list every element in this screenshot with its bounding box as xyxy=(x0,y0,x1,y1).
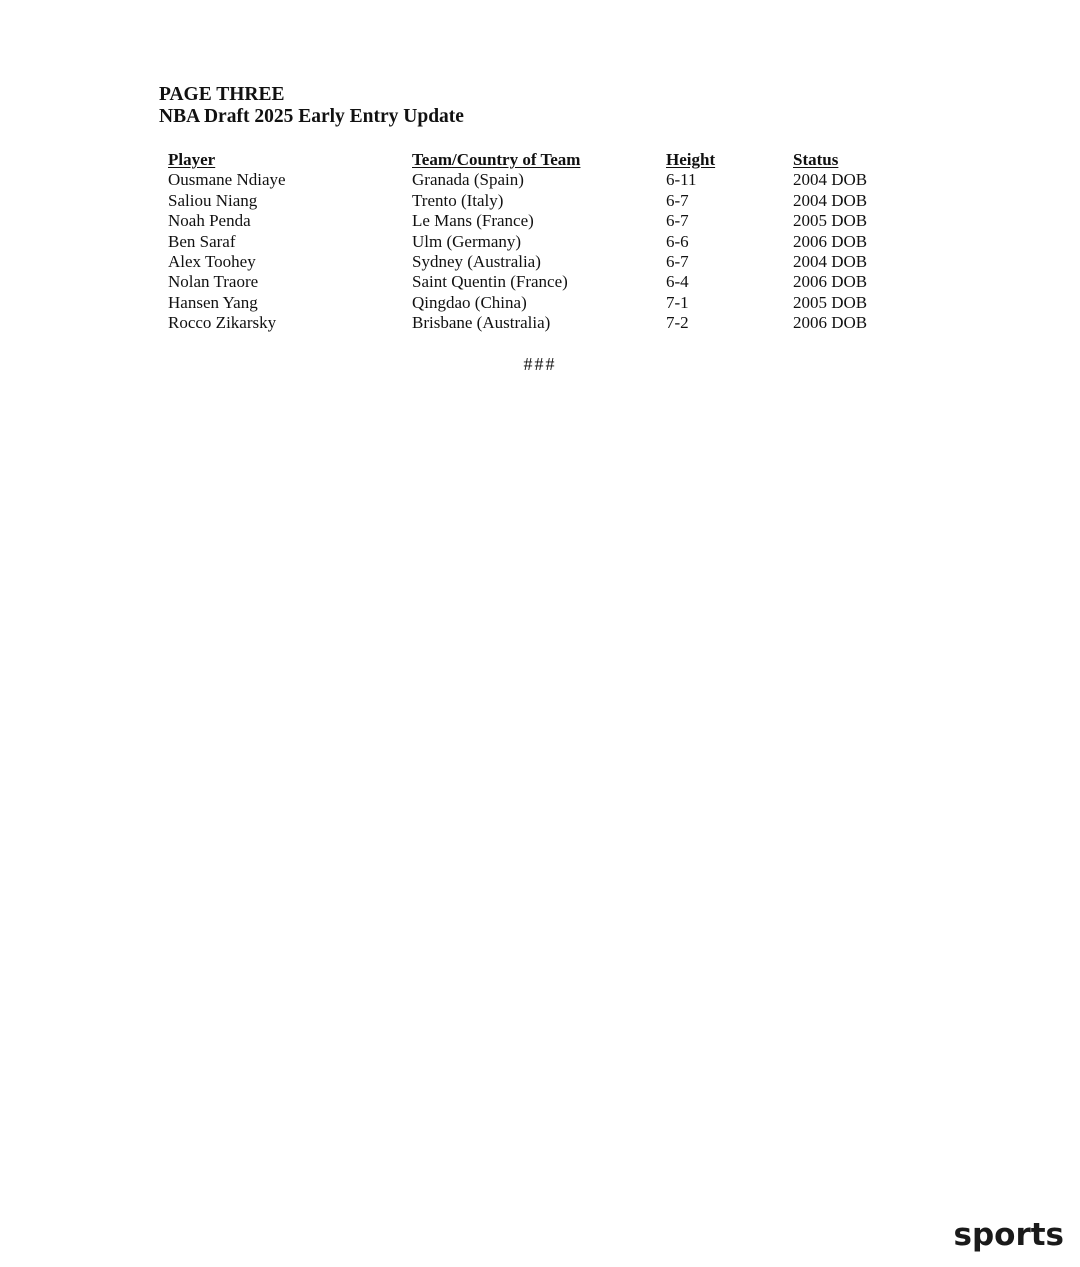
page-header xyxy=(159,84,464,128)
end-of-document-mark: ### xyxy=(523,354,557,374)
page-title: NBA Draft 2025 Early Entry Update xyxy=(159,106,464,127)
player-status: 2006 DOB xyxy=(793,313,868,333)
page-label: PAGE THREE xyxy=(159,84,285,105)
player-name: Rocco Zikarsky xyxy=(168,313,277,333)
player-height: 7-2 xyxy=(666,313,689,333)
player-height: 6-4 xyxy=(666,272,689,292)
column-header-height: Height xyxy=(666,150,716,169)
sports-watermark: sports xyxy=(953,1217,1064,1253)
player-team: Qingdao (China) xyxy=(412,292,527,312)
player-team: Granada (Spain) xyxy=(412,170,524,190)
column-header-player: Player xyxy=(168,150,216,169)
player-status: 2005 DOB xyxy=(793,211,868,231)
player-status: 2006 DOB xyxy=(793,231,868,251)
column-header-status: Status xyxy=(793,150,839,169)
player-team: Sydney (Australia) xyxy=(412,251,541,271)
player-height: 6-7 xyxy=(666,211,689,231)
player-name: Alex Toohey xyxy=(168,251,256,271)
player-status: 2004 DOB xyxy=(793,190,868,210)
player-name: Ben Saraf xyxy=(168,231,236,251)
player-status: 2004 DOB xyxy=(793,170,868,190)
player-height: 6-11 xyxy=(666,170,697,190)
player-height: 7-1 xyxy=(666,292,689,312)
player-height: 6-7 xyxy=(666,251,689,271)
player-height: 6-6 xyxy=(666,231,689,251)
player-name: Saliou Niang xyxy=(168,190,258,210)
player-name: Nolan Traore xyxy=(168,272,259,292)
player-team: Ulm (Germany) xyxy=(412,231,522,251)
player-status: 2005 DOB xyxy=(793,292,868,312)
player-name: Ousmane Ndiaye xyxy=(168,170,286,190)
column-header-team: Team/Country of Team xyxy=(412,150,581,169)
player-team: Le Mans (France) xyxy=(412,211,534,231)
player-status: 2006 DOB xyxy=(793,272,868,292)
player-team: Brisbane (Australia) xyxy=(412,313,551,333)
player-team: Saint Quentin (France) xyxy=(412,272,568,292)
player-height: 6-7 xyxy=(666,190,689,210)
player-team: Trento (Italy) xyxy=(412,190,504,210)
player-name: Noah Penda xyxy=(168,211,251,231)
player-status: 2004 DOB xyxy=(793,251,868,271)
player-name: Hansen Yang xyxy=(168,292,258,312)
